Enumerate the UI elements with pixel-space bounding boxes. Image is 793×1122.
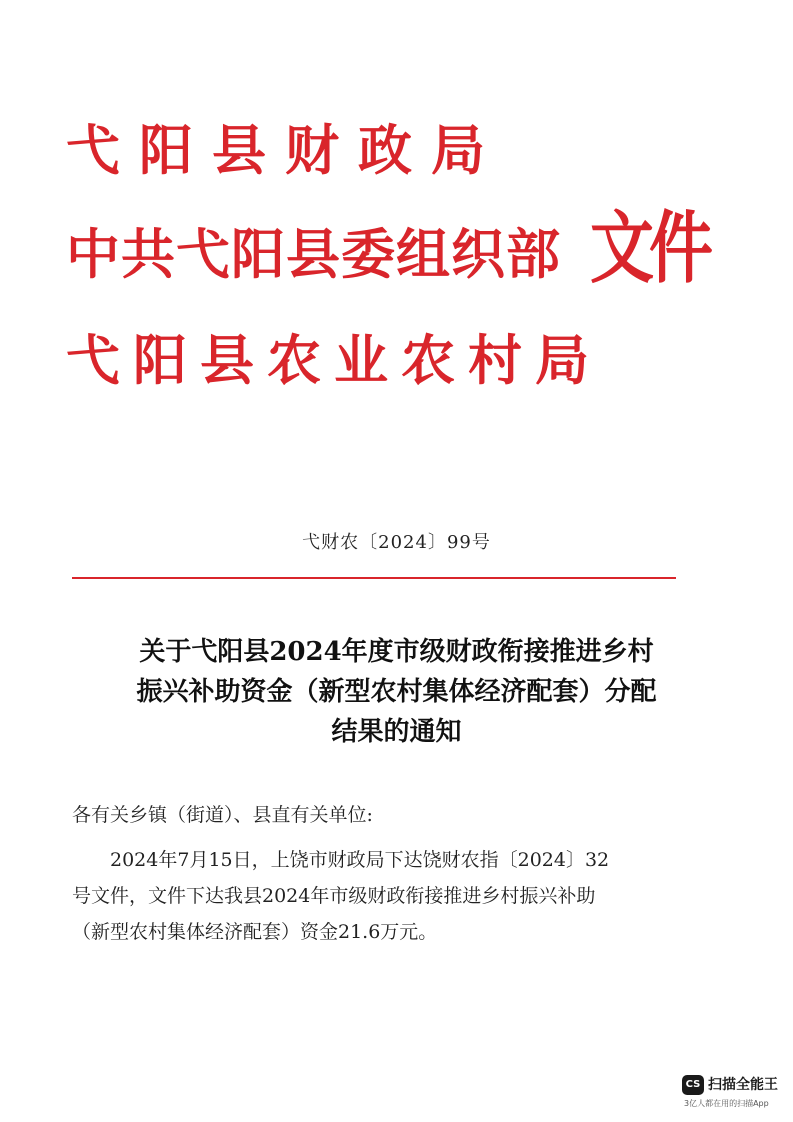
issuer-finance-bureau: 弋阳县财政局 xyxy=(66,119,504,182)
camscanner-logo-icon: CS xyxy=(682,1075,704,1095)
scanner-watermark xyxy=(682,1073,782,1117)
red-divider-line xyxy=(72,577,676,579)
issuer-organization-department: 中共弋阳县委组织部 xyxy=(66,223,561,286)
document-word: 文件 xyxy=(590,204,709,294)
document-number: 弋财农〔2024〕99号 xyxy=(302,532,491,553)
watermark-app-name: 扫描全能王 xyxy=(708,1077,778,1093)
issuer-agriculture-bureau: 弋阳县农业农村局 xyxy=(66,329,602,392)
document-title xyxy=(60,632,733,752)
title-line: 关于弋阳县2024年度市级财政衔接推进乡村 xyxy=(139,637,654,667)
body-line: （新型农村集体经济配套）资金21.6万元。 xyxy=(72,921,438,943)
body-line: 2024年7月15日，上饶市财政局下达饶财农指〔2024〕32 xyxy=(110,849,610,871)
body-line: 号文件，文件下达我县2024年市级财政衔接推进乡村振兴补助 xyxy=(72,885,596,907)
body-paragraph xyxy=(72,842,662,950)
watermark-tagline: 3亿人都在用的扫描App xyxy=(684,1099,769,1108)
salutation: 各有关乡镇（街道）、县直有关单位: xyxy=(72,804,373,826)
title-line: 振兴补助资金（新型农村集体经济配套）分配 xyxy=(136,677,657,707)
issuer-header xyxy=(66,98,709,418)
title-line: 结果的通知 xyxy=(331,717,462,747)
